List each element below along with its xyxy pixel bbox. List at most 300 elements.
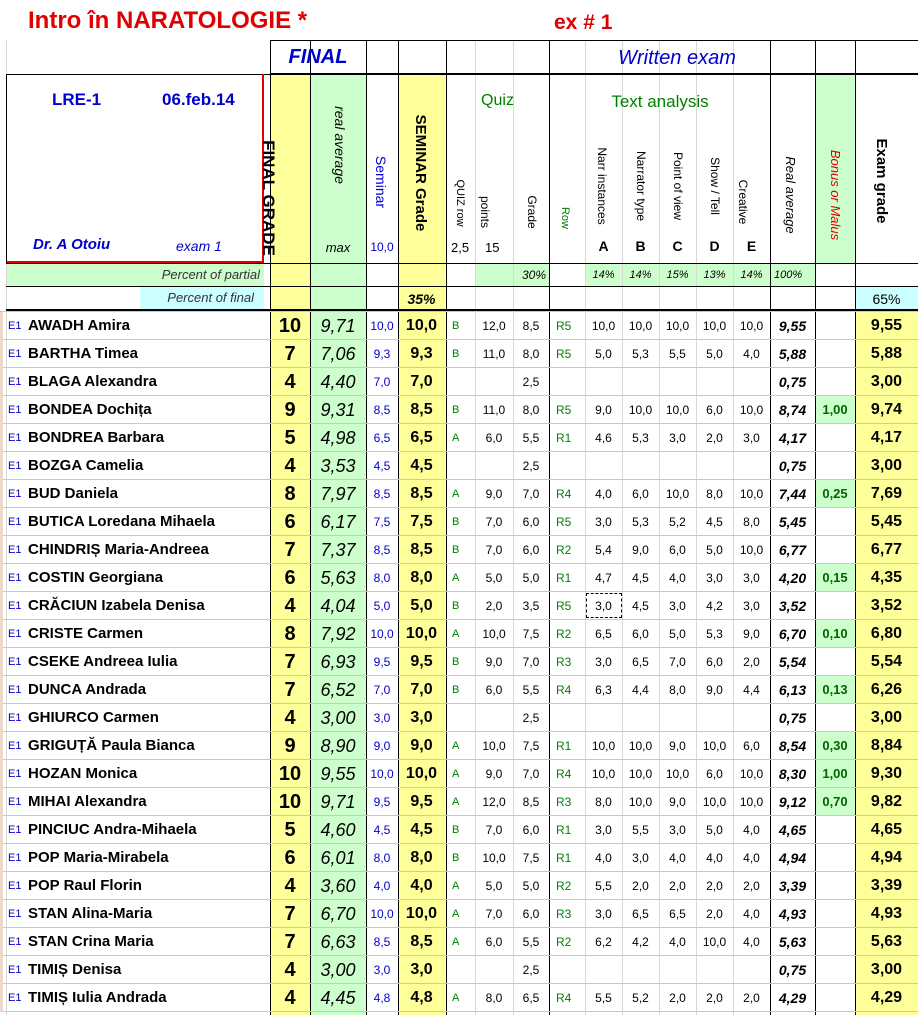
quiz-row[interactable]: B: [452, 544, 460, 556]
bonus-malus[interactable]: [815, 957, 855, 983]
seminar-score[interactable]: 10,0: [370, 907, 394, 921]
quiz-points[interactable]: [475, 369, 513, 395]
quiz-grade[interactable]: 2,5: [522, 711, 540, 725]
quiz-row[interactable]: [452, 453, 472, 479]
bonus-malus[interactable]: [815, 313, 855, 339]
seminar-score[interactable]: 3,0: [373, 963, 391, 977]
creative[interactable]: 9,0: [743, 627, 760, 641]
seminar-grade[interactable]: 4,0: [410, 877, 433, 894]
real-average[interactable]: 6,01: [320, 848, 356, 868]
final-grade[interactable]: 7: [284, 651, 296, 673]
point-of-view[interactable]: 5,0: [669, 627, 686, 641]
narr-instances[interactable]: 3,0: [595, 907, 612, 921]
final-grade[interactable]: 4: [284, 987, 296, 1009]
final-grade[interactable]: 9: [284, 735, 296, 757]
exam-real-average[interactable]: 4,94: [778, 850, 807, 866]
narr-instances[interactable]: 3,0: [595, 823, 612, 837]
quiz-row[interactable]: A: [452, 572, 460, 584]
final-grade[interactable]: 4: [284, 707, 296, 729]
show-tell[interactable]: 5,0: [706, 823, 723, 837]
exam-tag[interactable]: E1: [8, 852, 22, 864]
exam-grade[interactable]: 3,00: [870, 457, 903, 474]
point-of-view[interactable]: 6,5: [669, 907, 686, 921]
show-tell[interactable]: 2,0: [706, 431, 723, 445]
exam-grade[interactable]: 6,77: [870, 541, 903, 558]
show-tell[interactable]: 5,0: [706, 347, 723, 361]
real-average[interactable]: 7,97: [320, 484, 356, 504]
text-row[interactable]: R3: [556, 655, 572, 669]
quiz-grade[interactable]: 7,5: [522, 851, 540, 865]
student-name[interactable]: AWADH Amira: [28, 317, 130, 334]
text-row[interactable]: [556, 957, 584, 983]
quiz-points[interactable]: 5,0: [485, 571, 503, 585]
quiz-grade[interactable]: 6,0: [522, 823, 540, 837]
quiz-grade[interactable]: 8,0: [522, 347, 540, 361]
show-tell[interactable]: 6,0: [706, 767, 723, 781]
creative[interactable]: 10,0: [739, 403, 764, 417]
quiz-points[interactable]: 10,0: [482, 739, 506, 753]
final-grade[interactable]: 7: [284, 679, 296, 701]
quiz-points[interactable]: 7,0: [485, 823, 503, 837]
exam-grade[interactable]: 9,30: [870, 765, 903, 782]
exam-tag[interactable]: E1: [8, 572, 22, 584]
bonus-malus[interactable]: 0,15: [822, 570, 848, 585]
exam-grade[interactable]: 9,82: [870, 793, 903, 810]
point-of-view[interactable]: 8,0: [669, 683, 686, 697]
exam-grade[interactable]: 3,39: [870, 877, 903, 894]
narr-instances[interactable]: [585, 957, 622, 983]
final-grade[interactable]: 7: [284, 539, 296, 561]
seminar-grade[interactable]: 10,0: [405, 317, 438, 334]
point-of-view[interactable]: [659, 705, 696, 731]
text-row[interactable]: R4: [556, 767, 572, 781]
seminar-grade[interactable]: 4,5: [410, 821, 433, 838]
exam-tag[interactable]: E1: [8, 656, 22, 668]
quiz-row[interactable]: A: [452, 880, 460, 892]
point-of-view[interactable]: 5,2: [669, 515, 686, 529]
quiz-row[interactable]: A: [452, 796, 460, 808]
narr-instances[interactable]: 6,5: [595, 627, 612, 641]
bonus-malus[interactable]: [815, 929, 855, 955]
text-row[interactable]: R1: [556, 571, 572, 585]
final-grade[interactable]: 10: [278, 315, 302, 337]
creative[interactable]: [733, 705, 770, 731]
exam-tag[interactable]: E1: [8, 964, 22, 976]
bonus-malus[interactable]: 0,10: [822, 626, 848, 641]
student-name[interactable]: TIMIȘ Denisa: [28, 961, 122, 978]
narr-instances[interactable]: [585, 705, 622, 731]
real-average[interactable]: 9,31: [320, 400, 356, 420]
show-tell[interactable]: 2,0: [706, 991, 723, 1005]
creative[interactable]: 4,0: [743, 935, 760, 949]
exam-tag[interactable]: E1: [8, 740, 22, 752]
quiz-grade[interactable]: 8,5: [522, 319, 540, 333]
quiz-row[interactable]: A: [452, 628, 460, 640]
exam-real-average[interactable]: 4,20: [778, 570, 807, 586]
exam-grade[interactable]: 4,94: [870, 849, 903, 866]
seminar-score[interactable]: 10,0: [370, 767, 394, 781]
final-grade[interactable]: 9: [284, 399, 296, 421]
creative[interactable]: [733, 453, 770, 479]
quiz-grade[interactable]: 5,5: [522, 431, 540, 445]
seminar-grade[interactable]: 5,0: [410, 597, 433, 614]
final-grade[interactable]: 4: [284, 595, 296, 617]
creative[interactable]: 10,0: [739, 487, 764, 501]
exam-grade[interactable]: 9,74: [870, 401, 903, 418]
student-name[interactable]: CSEKE Andreea Iulia: [28, 653, 178, 670]
quiz-points[interactable]: 12,0: [482, 795, 506, 809]
narr-instances[interactable]: 5,0: [595, 347, 612, 361]
text-row[interactable]: [556, 705, 584, 731]
narr-instances[interactable]: 3,0: [595, 515, 612, 529]
point-of-view[interactable]: 10,0: [665, 319, 690, 333]
seminar-grade[interactable]: 10,0: [405, 625, 438, 642]
show-tell[interactable]: [696, 453, 733, 479]
exam-tag[interactable]: E1: [8, 404, 22, 416]
exam-real-average[interactable]: 8,54: [778, 738, 807, 754]
seminar-grade[interactable]: 8,0: [410, 569, 433, 586]
seminar-score[interactable]: 4,5: [373, 823, 391, 837]
exam-real-average[interactable]: 8,30: [778, 766, 807, 782]
narr-instances[interactable]: 9,0: [595, 403, 612, 417]
exam-real-average[interactable]: 6,13: [778, 682, 807, 698]
student-name[interactable]: BUD Daniela: [28, 485, 119, 502]
exam-real-average[interactable]: 3,52: [778, 598, 807, 614]
seminar-score[interactable]: 8,5: [373, 487, 391, 501]
text-row[interactable]: R5: [556, 599, 572, 613]
quiz-grade[interactable]: 5,0: [522, 571, 540, 585]
exam-real-average[interactable]: 9,12: [778, 794, 807, 810]
seminar-grade[interactable]: 10,0: [405, 765, 438, 782]
real-average[interactable]: 6,63: [320, 932, 356, 952]
quiz-grade[interactable]: 5,5: [522, 935, 540, 949]
point-of-view[interactable]: [659, 369, 696, 395]
final-grade[interactable]: 8: [284, 623, 296, 645]
real-average[interactable]: 4,04: [320, 596, 356, 616]
student-name[interactable]: POP Raul Florin: [28, 877, 142, 894]
point-of-view[interactable]: 3,0: [669, 431, 686, 445]
narrator-type[interactable]: [622, 705, 659, 731]
exam-tag[interactable]: E1: [8, 880, 22, 892]
point-of-view[interactable]: 3,0: [669, 599, 686, 613]
quiz-grade[interactable]: 7,0: [522, 487, 540, 501]
bonus-malus[interactable]: 1,00: [822, 402, 848, 417]
exam-tag[interactable]: E1: [8, 992, 22, 1004]
exam-tag[interactable]: E1: [8, 460, 22, 472]
seminar-grade[interactable]: 8,5: [410, 541, 433, 558]
student-name[interactable]: CHINDRIȘ Maria-Andreea: [28, 541, 209, 558]
student-name[interactable]: BOZGA Camelia: [28, 457, 144, 474]
seminar-score[interactable]: 8,0: [373, 571, 391, 585]
point-of-view[interactable]: 4,0: [669, 851, 686, 865]
bonus-malus[interactable]: [815, 845, 855, 871]
student-name[interactable]: BONDEA Dochița: [28, 401, 152, 418]
seminar-grade[interactable]: 9,5: [410, 793, 433, 810]
point-of-view[interactable]: 3,0: [669, 823, 686, 837]
student-name[interactable]: BUTICA Loredana Mihaela: [28, 513, 215, 530]
narrator-type[interactable]: 6,0: [632, 487, 649, 501]
exam-real-average[interactable]: 4,65: [778, 822, 807, 838]
quiz-grade[interactable]: 2,5: [522, 375, 540, 389]
text-row[interactable]: R3: [556, 907, 572, 921]
quiz-grade[interactable]: 7,5: [522, 739, 540, 753]
creative[interactable]: 4,0: [743, 851, 760, 865]
seminar-grade[interactable]: 3,0: [410, 709, 433, 726]
point-of-view[interactable]: 10,0: [665, 487, 690, 501]
exam-real-average[interactable]: 7,44: [778, 486, 807, 502]
final-grade[interactable]: 7: [284, 931, 296, 953]
student-name[interactable]: HOZAN Monica: [28, 765, 138, 782]
quiz-grade[interactable]: 6,0: [522, 543, 540, 557]
bonus-malus[interactable]: [815, 509, 855, 535]
bonus-malus[interactable]: 0,30: [822, 738, 848, 753]
point-of-view[interactable]: [659, 957, 696, 983]
real-average[interactable]: 9,71: [320, 792, 356, 812]
seminar-score[interactable]: 8,5: [373, 935, 391, 949]
point-of-view[interactable]: 6,0: [669, 543, 686, 557]
exam-tag[interactable]: E1: [8, 684, 22, 696]
exam-tag[interactable]: E1: [8, 488, 22, 500]
creative[interactable]: 4,0: [743, 907, 760, 921]
show-tell[interactable]: 2,0: [706, 907, 723, 921]
quiz-row[interactable]: B: [452, 824, 460, 836]
bonus-malus[interactable]: [815, 425, 855, 451]
text-row[interactable]: [556, 369, 584, 395]
final-grade[interactable]: 4: [284, 959, 296, 981]
student-name[interactable]: COSTIN Georgiana: [28, 569, 164, 586]
real-average[interactable]: 6,93: [320, 652, 356, 672]
student-name[interactable]: TIMIȘ Iulia Andrada: [28, 989, 167, 1006]
creative[interactable]: 2,0: [743, 655, 760, 669]
exam-real-average[interactable]: 5,45: [778, 514, 807, 530]
real-average[interactable]: 4,98: [320, 428, 356, 448]
creative[interactable]: 3,0: [743, 431, 760, 445]
text-row[interactable]: R1: [556, 851, 572, 865]
creative[interactable]: [733, 369, 770, 395]
real-average[interactable]: 9,55: [320, 764, 356, 784]
narr-instances[interactable]: 5,5: [595, 991, 612, 1005]
quiz-row[interactable]: B: [452, 852, 460, 864]
final-grade[interactable]: 10: [278, 791, 302, 813]
exam-tag[interactable]: E1: [8, 628, 22, 640]
bonus-malus[interactable]: [815, 985, 855, 1011]
quiz-grade[interactable]: 2,5: [522, 459, 540, 473]
student-name[interactable]: POP Maria-Mirabela: [28, 849, 169, 866]
exam-grade[interactable]: 3,00: [870, 373, 903, 390]
show-tell[interactable]: [696, 705, 733, 731]
student-name[interactable]: BONDREA Barbara: [28, 429, 165, 446]
show-tell[interactable]: 5,0: [706, 543, 723, 557]
text-row[interactable]: R1: [556, 823, 572, 837]
final-grade[interactable]: 7: [284, 903, 296, 925]
text-row[interactable]: R2: [556, 879, 572, 893]
quiz-row[interactable]: B: [452, 656, 460, 668]
show-tell[interactable]: 10,0: [702, 795, 727, 809]
final-grade[interactable]: 10: [278, 763, 302, 785]
seminar-grade[interactable]: 10,0: [405, 905, 438, 922]
exam-grade[interactable]: 5,88: [870, 345, 903, 362]
creative[interactable]: 3,0: [743, 571, 760, 585]
quiz-row[interactable]: B: [452, 404, 460, 416]
exam-grade[interactable]: 6,80: [870, 625, 903, 642]
quiz-points[interactable]: 10,0: [482, 851, 506, 865]
seminar-grade[interactable]: 8,5: [410, 401, 433, 418]
narr-instances[interactable]: [585, 453, 622, 479]
quiz-points[interactable]: 10,0: [482, 627, 506, 641]
exam-real-average[interactable]: 0,75: [778, 962, 807, 978]
creative[interactable]: 10,0: [739, 319, 764, 333]
point-of-view[interactable]: 7,0: [669, 655, 686, 669]
creative[interactable]: 4,0: [743, 823, 760, 837]
real-average[interactable]: 7,06: [320, 344, 356, 364]
creative[interactable]: 3,0: [743, 599, 760, 613]
bonus-malus[interactable]: [815, 341, 855, 367]
exam-real-average[interactable]: 5,63: [778, 934, 807, 950]
seminar-grade[interactable]: 8,5: [410, 933, 433, 950]
narr-instances[interactable]: 5,4: [595, 543, 612, 557]
quiz-points[interactable]: 9,0: [485, 767, 503, 781]
quiz-grade[interactable]: 6,5: [522, 991, 540, 1005]
student-name[interactable]: CRISTE Carmen: [28, 625, 144, 642]
show-tell[interactable]: [696, 957, 733, 983]
narrator-type[interactable]: 10,0: [628, 403, 653, 417]
real-average[interactable]: 6,17: [320, 512, 356, 532]
narr-instances[interactable]: 10,0: [591, 767, 616, 781]
quiz-row[interactable]: B: [452, 348, 460, 360]
show-tell[interactable]: 8,0: [706, 487, 723, 501]
seminar-score[interactable]: 3,0: [373, 711, 391, 725]
text-row[interactable]: R3: [556, 795, 572, 809]
exam-grade[interactable]: 5,45: [870, 513, 903, 530]
exam-grade[interactable]: 9,55: [870, 317, 903, 334]
text-row[interactable]: R2: [556, 543, 572, 557]
narrator-type[interactable]: 4,5: [632, 571, 649, 585]
text-row[interactable]: R4: [556, 683, 572, 697]
narrator-type[interactable]: 10,0: [628, 739, 653, 753]
exam-real-average[interactable]: 8,74: [778, 402, 807, 418]
show-tell[interactable]: 4,5: [706, 515, 723, 529]
seminar-score[interactable]: 8,5: [373, 543, 391, 557]
point-of-view[interactable]: 4,0: [669, 935, 686, 949]
quiz-row[interactable]: B: [452, 516, 460, 528]
show-tell[interactable]: 10,0: [702, 739, 727, 753]
show-tell[interactable]: 6,0: [706, 403, 723, 417]
narr-instances[interactable]: 4,7: [595, 571, 612, 585]
seminar-score[interactable]: 7,0: [373, 375, 391, 389]
bonus-malus[interactable]: [815, 649, 855, 675]
creative[interactable]: 2,0: [743, 879, 760, 893]
quiz-grade[interactable]: 7,0: [522, 655, 540, 669]
seminar-score[interactable]: 9,5: [373, 655, 391, 669]
student-name[interactable]: STAN Alina-Maria: [28, 905, 153, 922]
text-row[interactable]: R1: [556, 739, 572, 753]
narr-instances[interactable]: 10,0: [591, 319, 616, 333]
real-average[interactable]: 7,92: [320, 624, 356, 644]
exam-grade[interactable]: 3,00: [870, 961, 903, 978]
narrator-type[interactable]: 10,0: [628, 319, 653, 333]
creative[interactable]: 2,0: [743, 991, 760, 1005]
quiz-row[interactable]: [452, 369, 472, 395]
narrator-type[interactable]: 5,5: [632, 823, 649, 837]
student-name[interactable]: BARTHA Timea: [28, 345, 139, 362]
bonus-malus[interactable]: [815, 901, 855, 927]
bonus-malus[interactable]: 0,25: [822, 486, 848, 501]
point-of-view[interactable]: 2,0: [669, 991, 686, 1005]
exam-real-average[interactable]: 4,93: [778, 906, 807, 922]
real-average[interactable]: 5,63: [320, 568, 356, 588]
exam-tag[interactable]: E1: [8, 348, 22, 360]
bonus-malus[interactable]: 0,13: [822, 682, 848, 697]
show-tell[interactable]: 4,2: [706, 599, 723, 613]
text-row[interactable]: R2: [556, 627, 572, 641]
real-average[interactable]: 9,71: [320, 316, 356, 336]
narr-instances[interactable]: 5,5: [595, 879, 612, 893]
quiz-row[interactable]: [452, 705, 472, 731]
creative[interactable]: 4,4: [743, 683, 760, 697]
real-average[interactable]: 4,40: [320, 372, 356, 392]
quiz-row[interactable]: A: [452, 992, 460, 1004]
point-of-view[interactable]: [659, 453, 696, 479]
exam-grade[interactable]: 4,65: [870, 821, 903, 838]
quiz-row[interactable]: A: [452, 740, 460, 752]
bonus-malus[interactable]: 0,70: [822, 794, 848, 809]
seminar-grade[interactable]: 9,5: [410, 653, 433, 670]
quiz-grade[interactable]: 3,5: [522, 599, 540, 613]
exam-tag[interactable]: E1: [8, 544, 22, 556]
quiz-grade[interactable]: 7,0: [522, 767, 540, 781]
quiz-points[interactable]: 7,0: [485, 515, 503, 529]
narrator-type[interactable]: [622, 453, 659, 479]
final-grade[interactable]: 5: [284, 427, 296, 449]
quiz-points[interactable]: [475, 453, 513, 479]
exam-tag[interactable]: E1: [8, 712, 22, 724]
exam-real-average[interactable]: 5,88: [778, 346, 807, 362]
exam-grade[interactable]: 4,93: [870, 905, 903, 922]
exam-tag[interactable]: E1: [8, 600, 22, 612]
bonus-malus[interactable]: [815, 453, 855, 479]
real-average[interactable]: 4,60: [320, 820, 356, 840]
point-of-view[interactable]: 5,5: [669, 347, 686, 361]
final-grade[interactable]: 6: [284, 847, 296, 869]
student-name[interactable]: PINCIUC Andra-Mihaela: [28, 821, 197, 838]
text-row[interactable]: R5: [556, 347, 572, 361]
quiz-points[interactable]: 8,0: [485, 991, 503, 1005]
student-name[interactable]: MIHAI Alexandra: [28, 793, 147, 810]
exam-grade[interactable]: 3,52: [870, 597, 903, 614]
text-row[interactable]: R5: [556, 515, 572, 529]
quiz-points[interactable]: 6,0: [485, 935, 503, 949]
narrator-type[interactable]: [622, 957, 659, 983]
quiz-points[interactable]: 7,0: [485, 543, 503, 557]
seminar-grade[interactable]: 4,5: [410, 457, 433, 474]
narrator-type[interactable]: 6,5: [632, 907, 649, 921]
creative[interactable]: 10,0: [739, 795, 764, 809]
exam-grade[interactable]: 5,63: [870, 933, 903, 950]
student-name[interactable]: STAN Crina Maria: [28, 933, 154, 950]
narrator-type[interactable]: [622, 369, 659, 395]
text-row[interactable]: R4: [556, 487, 572, 501]
quiz-points[interactable]: 11,0: [482, 403, 506, 417]
seminar-score[interactable]: 8,5: [373, 403, 391, 417]
text-row[interactable]: R1: [556, 431, 572, 445]
point-of-view[interactable]: 10,0: [665, 767, 690, 781]
narr-instances[interactable]: 10,0: [591, 739, 616, 753]
creative[interactable]: 8,0: [743, 515, 760, 529]
point-of-view[interactable]: 4,0: [669, 571, 686, 585]
text-row[interactable]: R5: [556, 403, 572, 417]
exam-grade[interactable]: 5,54: [870, 653, 903, 670]
show-tell[interactable]: 9,0: [706, 683, 723, 697]
